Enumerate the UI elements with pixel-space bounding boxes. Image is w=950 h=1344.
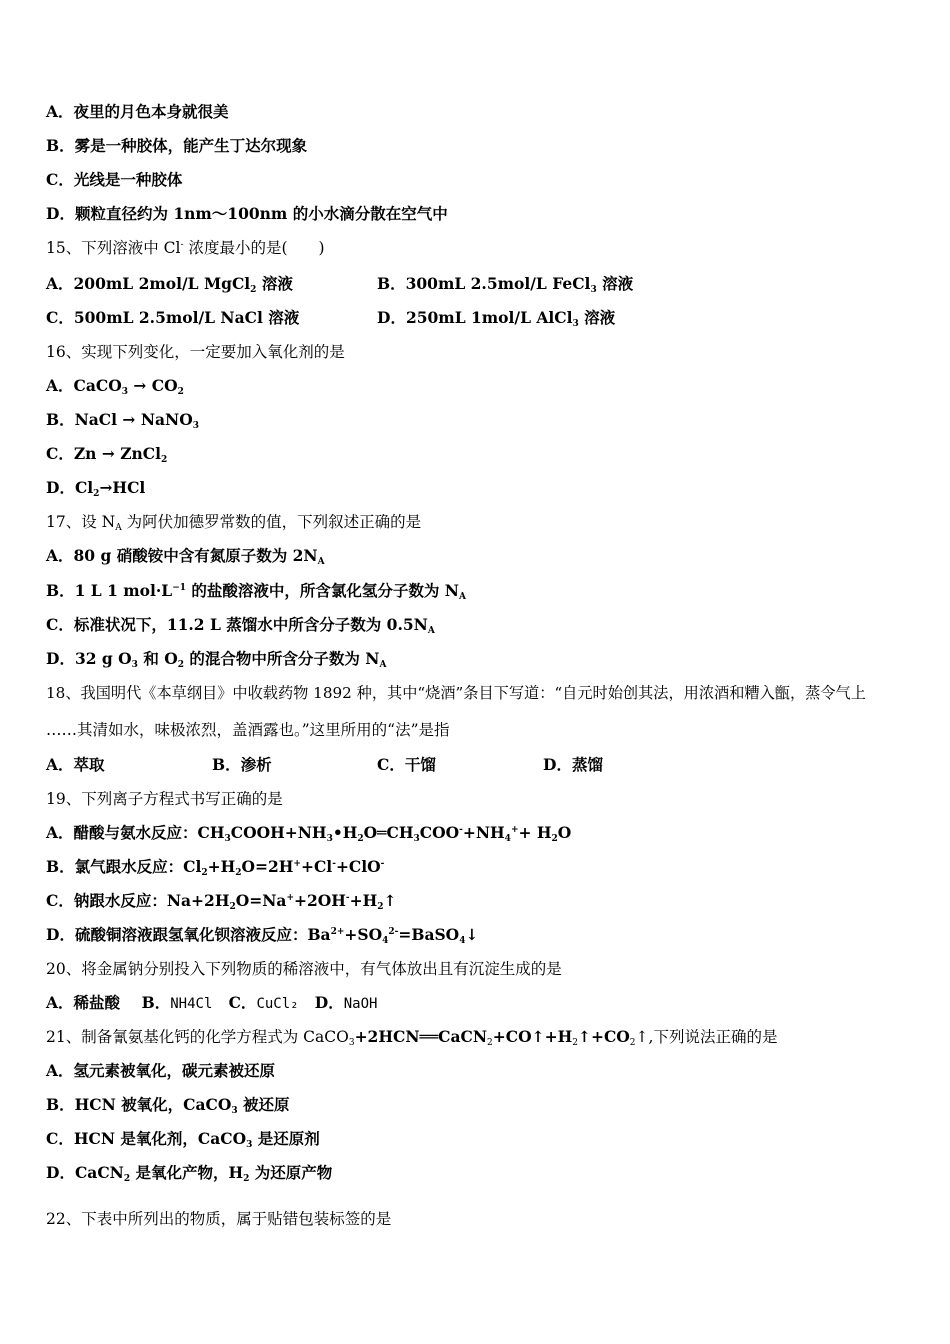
q16-stem: 16、实现下列变化，一定要加入氧化剂的是 (46, 343, 345, 361)
q18-stem-line1: 18、我国明代《本草纲目》中收载药物 1892 种，其中“烧酒”条目下写道：“自元时始创其法，用浓酒和糟入甑，蒸令气上 (46, 684, 866, 702)
q17-stem: 17、设 $N_A$ 为阿伏加德罗常数的值，下列叙述正确的是 (46, 513, 422, 533)
q18-option-a: A．萃取 (46, 755, 105, 774)
q14-option-a: A．夜里的月色本身就很美 (46, 102, 229, 121)
q21-option-a: A．氢元素被氧化，碳元素被还原 (46, 1061, 276, 1080)
q19-option-d: D．硫酸铜溶液跟氢氧化钡溶液反应：$Ba^{2+}+SO_4^{2-}=BaSO_4↓$ (46, 925, 479, 946)
q15-stem: 15、下列溶液中 Cl- 浓度最小的是( ) (46, 239, 325, 257)
q20-option-c-label: C． (228, 993, 257, 1012)
q21-option-d: D．CaCN$_2$ 是氧化产物，$H_2$ 为还原产物 (46, 1163, 333, 1184)
q20-option-d-label: D． (314, 993, 344, 1012)
q19-option-c: C．钠跟水反应：$Na+2H_2O=Na^++2OH^-+H_2↑$ (46, 891, 397, 912)
q14-option-c: C．光线是一种胶体 (46, 170, 183, 189)
q20-option-a: A．稀盐酸 (46, 993, 121, 1012)
q16-option-c: C．Zn → ZnCl$_2$ (46, 444, 168, 465)
q17-option-b: B．1 L 1 $mol\cdot L^{-1}$ 的盐酸溶液中，所含氯化氢分子数为 $N_A$ (46, 581, 466, 602)
q15-option-b: B．300mL 2.5mol/L FeCl$_3$ 溶液 (377, 274, 634, 295)
q21-option-b: B．HCN 被氧化，CaCO$_3$ 被还原 (46, 1095, 290, 1116)
q18-option-c: C．干馏 (377, 755, 436, 774)
q17-option-c: C．标准状况下，11.2 L 蒸馏水中所含分子数为 $0.5N_A$ (46, 615, 435, 636)
q14-option-d: D．颗粒直径约为 1nm～100nm 的小水滴分散在空气中 (46, 204, 448, 223)
q18-option-b: B．渗析 (212, 755, 272, 774)
q21-option-c: C．HCN 是氧化剂，CaCO$_3$ 是还原剂 (46, 1129, 320, 1150)
q18-option-d: D．蒸馏 (543, 755, 603, 774)
q20-option-d: NaOH (343, 996, 378, 1012)
q20-stem: 20、将金属钠分别投入下列物质的稀溶液中，有气体放出且有沉淀生成的是 (46, 960, 562, 978)
q14-option-b: B．雾是一种胶体，能产生丁达尔现象 (46, 136, 308, 155)
q20-option-c: CuCl₂ (256, 996, 299, 1012)
q15-option-c: C．500mL 2.5mol/L NaCl 溶液 (46, 308, 300, 327)
q21-stem: 21、制备氰氨基化钙的化学方程式为 $CaCO_3+2HCN══CaCN_2+CO↑+H_2↑+CO_2↑$,下列说法正确的是 (46, 1027, 778, 1048)
q16-option-b: B．NaCl → NaNO$_3$ (46, 410, 199, 431)
q19-option-b: B．氯气跟水反应：$Cl_2+H_2O=2H^++Cl^-+ClO^-$ (46, 857, 385, 878)
q20-option-b-label: B． (141, 993, 171, 1012)
q15-option-d: D．250mL 1mol/L AlCl$_3$ 溶液 (377, 308, 616, 329)
q20-option-b: NH4Cl (170, 996, 213, 1012)
q16-option-d: D．$Cl_2\to HCl$ (46, 478, 146, 499)
q17-option-a: A．80 g 硝酸铵中含有氮原子数为 $2N_A$ (46, 546, 325, 567)
q16-option-a: A．CaCO$_3$ → $CO_2$ (46, 376, 184, 397)
q19-option-a: A．醋酸与氨水反应：$CH_3COOH+NH_3•H_2O═CH_3COO^-+NH_4^++ H_2O$ (46, 823, 572, 844)
q18-stem-line2: ……其清如水，味极浓烈，盖酒露也。”这里所用的“法”是指 (46, 721, 450, 739)
q20-options (46, 993, 377, 1014)
q17-option-d: D．32 g $O_3$ 和 $O_2$ 的混合物中所含分子数为 $N_A$ (46, 649, 387, 670)
q15-option-a: A．200mL 2mol/L MgCl$_2$ 溶液 (46, 274, 293, 295)
q22-stem: 22、下表中所列出的物质，属于贴错包装标签的是 (46, 1210, 392, 1228)
q19-stem: 19、下列离子方程式书写正确的是 (46, 790, 283, 808)
